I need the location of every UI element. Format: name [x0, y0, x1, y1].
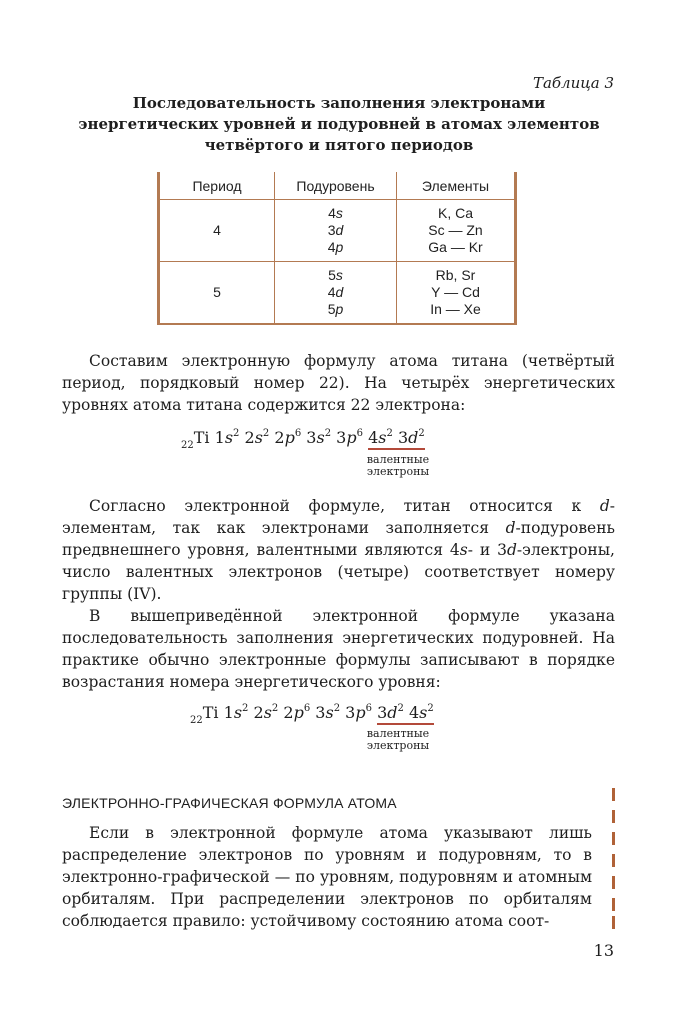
sublevel-table	[157, 172, 517, 325]
sublevel: 4s	[328, 205, 343, 221]
element-range: K, Ca	[437, 205, 473, 221]
formula-term: $2p^6$	[283, 703, 311, 722]
table-row	[159, 200, 516, 262]
table-title-line-1: Последовательность заполнения электронами	[132, 94, 546, 112]
valence-label-2: валентные электроны	[366, 727, 430, 752]
table-label: Таблица 3	[532, 74, 614, 92]
table-title-line-2: энергетических уровней и подуровней в атомах элементов	[78, 115, 600, 133]
header-period: Период	[159, 172, 275, 200]
section-heading: ЭЛЕКТРОННО-ГРАФИЧЕСКАЯ ФОРМУЛА АТОМА	[62, 795, 397, 811]
formula-term: $3s^2$	[315, 703, 341, 722]
period-cell: 5	[159, 262, 275, 325]
formula-term: $3p^6$	[336, 428, 363, 447]
formula-term: $1s^2$	[223, 703, 249, 722]
sublevel: 3d	[327, 222, 344, 238]
electron-formula-2: $_{22}$Ti $1s^2$ $2s^2$ $2p^6$ $3s^2$ $3p^6$ $3d^2$ $4s^2$	[190, 703, 434, 726]
formula-term: $2s^2$	[253, 703, 279, 722]
formula-term: $1s^2$	[214, 428, 240, 447]
sublevel-cell	[275, 262, 397, 325]
sublevel: 5p	[327, 301, 344, 317]
period-cell: 4	[159, 200, 275, 262]
elements-cell	[397, 262, 516, 325]
paragraph-graphic-formula: Если в электронной формуле атома указывают лишь распределение электронов по уровням и подуровням, то в электронно-графической — по уровням, подуровням и атомным орбиталям. При распределении электронов по орбиталям соблюдается правило: устойчивому состоянию атома соот-	[62, 824, 592, 930]
sublevel-cell	[275, 200, 397, 262]
formula-term: $2p^6$	[274, 428, 302, 447]
paragraph-titanium-intro: Составим электронную формулу атома титана (четвёртый период, порядковый номер 22). На четырёх энергетических уровнях атома титана содержится 22 электрона:	[62, 352, 615, 414]
electron-formula-1: $_{22}$Ti $1s^2$ $2s^2$ $2p^6$ $3s^2$ $3p^6$ $4s^2$ $3d^2$	[181, 428, 425, 451]
sublevel: 4p	[327, 239, 344, 255]
header-elements: Элементы	[397, 172, 516, 200]
formula-term: $3s^2$	[306, 428, 332, 447]
paragraph-d-element: Согласно электронной формуле, титан относится к d-элементам, так как электронами заполняется d-подуровень предвнешнего уровня, валентными являются 4s- и 3d-электроны, число валентных электронов (четыре) соответствует номеру группы (IV).	[62, 497, 615, 603]
sublevel: 4d	[327, 284, 344, 300]
paragraph-order-note: В вышеприведённой электронной формуле указана последовательность заполнения энергетических подуровней. На практике обычно электронные формулы записывают в порядке возрастания номера энергетического уровня:	[62, 607, 615, 691]
header-sublevel: Подуровень	[275, 172, 397, 200]
formula-term: $3p^6$	[345, 703, 372, 722]
table-row	[159, 262, 516, 325]
elements-cell	[397, 200, 516, 262]
valence-underline: $4s^2$ $3d^2$	[368, 428, 425, 450]
valence-underline: $3d^2$ $4s^2$	[377, 703, 434, 725]
formula-term: $2s^2$	[244, 428, 270, 447]
valence-label-1: валентные электроны	[366, 453, 430, 478]
element-range: Ga — Kr	[428, 239, 483, 255]
element-range: Rb, Sr	[435, 267, 476, 283]
sublevel: 5s	[328, 267, 343, 283]
element-range: Sc — Zn	[428, 222, 483, 238]
element-range: In — Xe	[430, 301, 481, 317]
page-number: 13	[593, 941, 614, 960]
table-title-line-3: четвёртого и пятого периодов	[204, 136, 474, 154]
table-header-row	[159, 172, 516, 200]
element-range: Y — Cd	[431, 284, 480, 300]
